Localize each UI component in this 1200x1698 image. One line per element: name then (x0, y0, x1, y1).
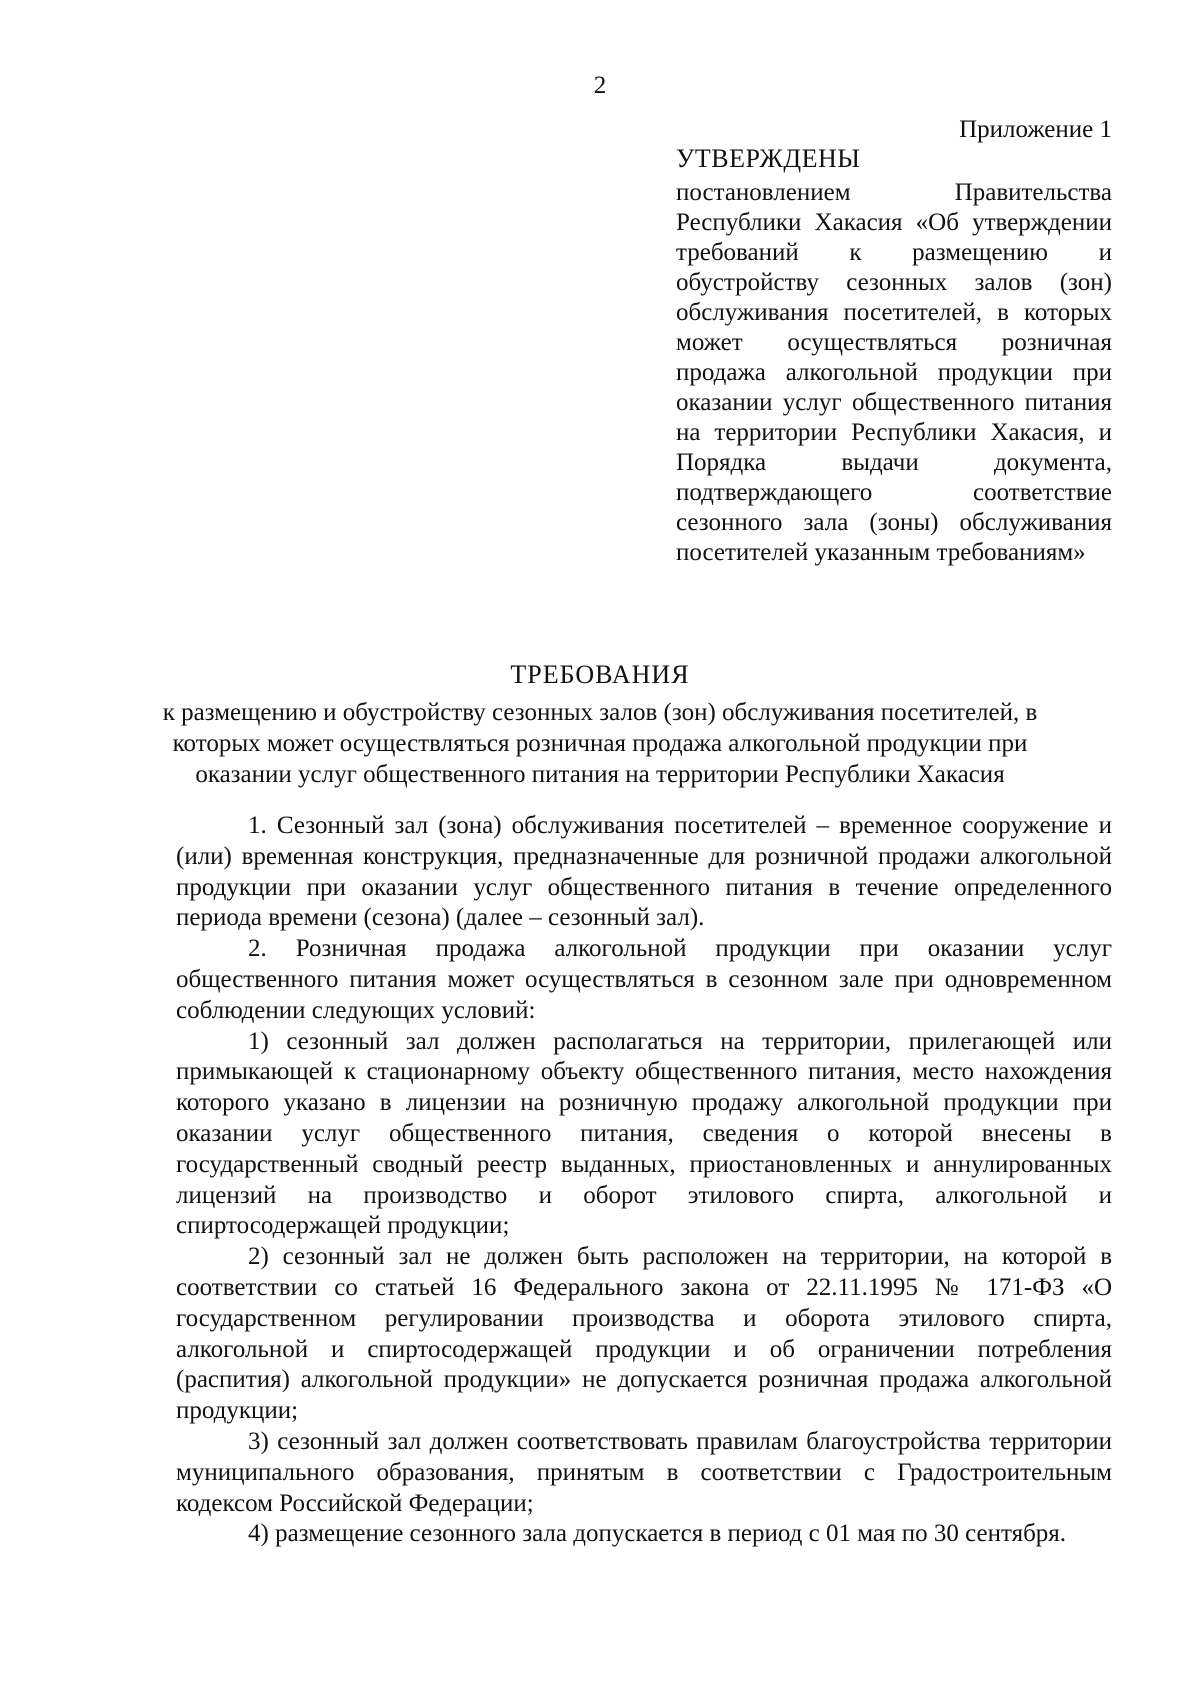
paragraph-2-item-3: 3) сезонный зал должен соответствовать правилам благоустройства территории муниципального образования, принятым в соответствии с Градостроительным кодексом Российской Федерации; (176, 1427, 1112, 1517)
paragraph-2-item-2: 2) сезонный зал не должен быть расположен на территории, на которой в соответствии со статьей 16 Федерального закона от 22.11.1995 № 171-ФЗ «О государственном регулировании производства и оборота этилового спирта, алкогольной и спиртосодержащей продукции и об ограничении потребления (распития) алкогольной продукции» не допускается розничная продажа алкогольной продукции; (176, 1243, 1112, 1425)
paragraph-2-item-4: 4) размещение сезонного зала допускается в период с 01 мая по 30 сентября. (248, 1520, 1067, 1548)
document-title: ТРЕБОВАНИЯ (510, 660, 690, 689)
approval-block (676, 144, 1112, 568)
paragraph-2-item-1: 1) сезонный зал должен располагаться на территории, прилегающей или примыкающей к стационарному объекту общественного питания, место нахождения которого указано в лицензии на розничную продажу алкогольной продукции при оказании услуг общественного питания, сведения о которой внесены в государственный сводный реестр выданных, приостановленных и аннулированных лицензий на производство и оборот этилового спирта, алкогольной и спиртосодержащей продукции; (176, 1027, 1112, 1240)
approval-body: постановлением Правительства Республики Хакасия «Об утверждении требований к размещению и обустройству сезонных залов (зон) обслуживания посетителей, в которых может осуществляться розничная продажа алкогольной продукции при оказании услуг общественного питания на территории Республики Хакасия, и Порядка выдачи документа, подтверждающего соответствие сезонного зала (зоны) обслуживания (676, 179, 1112, 536)
document-body (176, 811, 1112, 1550)
approval-text (676, 178, 1112, 568)
approval-last-line: посетителей указанным требованиям» (676, 539, 1086, 566)
paragraph-2: 2. Розничная продажа алкогольной продукции при оказании услуг общественного питания может осуществляться в сезонном зале при одновременном соблюдении следующих условий: (176, 935, 1112, 1024)
paragraph-1: 1. Сезонный зал (зона) обслуживания посетителей – временное сооружение и (или) временная конструкция, предназначенные для розничной продажи алкогольной продукции при оказании услуг общественного питания в течение определенного периода времени (сезона) (далее – сезонный зал). (176, 812, 1112, 932)
approved-heading: УТВЕРЖДЕНЫ (676, 144, 861, 173)
appendix-label: Приложение 1 (959, 116, 1112, 143)
document-subtitle: к размещению и обустройству сезонных залов (зон) обслуживания посетителей, в которых может осуществляться розничная продажа алкогольной продукции при оказании услуг общественного питания на территории Республики Хакасия (162, 699, 1038, 788)
page-number: 2 (593, 72, 607, 99)
